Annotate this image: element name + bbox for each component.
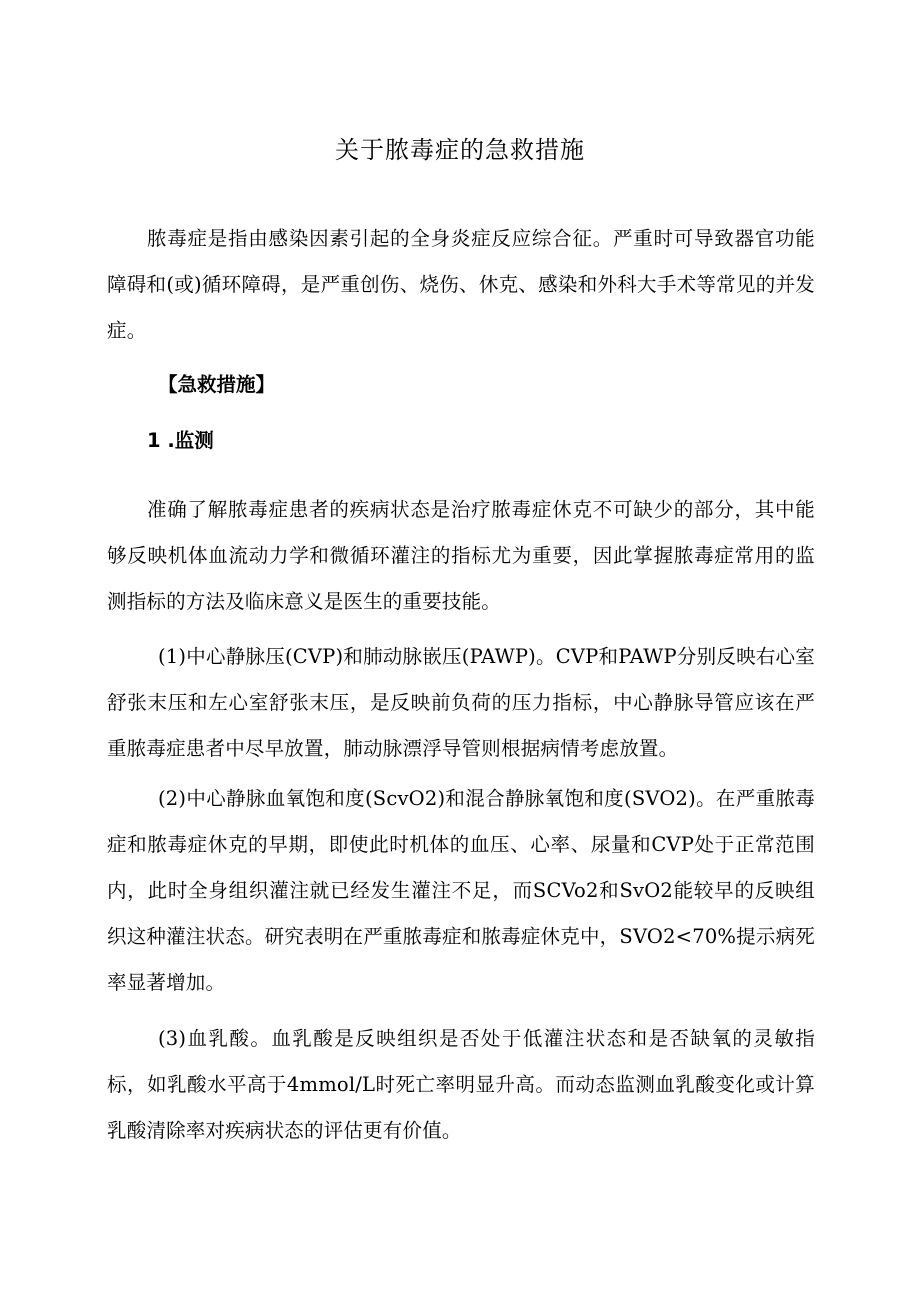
subsection-heading: 1 .监测 — [147, 429, 214, 452]
page-title: 关于脓毒症的急救措施 — [335, 136, 585, 164]
item-2-paragraph: (2)中心静脉血氧饱和度(ScvO2)和混合静脉氧饱和度(SVO2)。在严重脓毒症和脓毒症休克的早期，即使此时机体的血压、心率、尿量和CVP处于正常范围内，此时全身组织灌注就已经发生灌注不足，而SCVo2和SvO2能较早的反映组织这种灌注状态。研究表明在严重脓毒症和脓毒症休克中，SVO2<70%提示病死率显著增加。 — [107, 787, 815, 994]
intro-paragraph: 脓毒症是指由感染因素引起的全身炎症反应综合征。严重时可导致器官功能障碍和(或)循环障碍，是严重创伤、烧伤、休克、感染和外科大手术等常见的并发症。 — [107, 227, 815, 342]
item-1-paragraph: (1)中心静脉压(CVP)和肺动脉嵌压(PAWP)。CVP和PAWP分别反映右心室舒张末压和左心室舒张末压，是反映前负荷的压力指标，中心静脉导管应该在严重脓毒症患者中尽早放置，肺动脉漂浮导管则根据病情考虑放置。 — [107, 645, 815, 760]
section-heading: 【急救措施】 — [158, 373, 276, 396]
monitor-intro-paragraph: 准确了解脓毒症患者的疾病状态是治疗脓毒症休克不可缺少的部分，其中能够反映机体血流动力学和微循环灌注的指标尤为重要，因此掌握脓毒症常用的监测指标的方法及临床意义是医生的重要技能。 — [107, 498, 815, 613]
item-3-paragraph: (3)血乳酸。血乳酸是反映组织是否处于低灌注状态和是否缺氧的灵敏指标，如乳酸水平高于4mmol/L时死亡率明显升高。而动态监测血乳酸变化或计算乳酸清除率对疾病状态的评估更有价值。 — [107, 1027, 815, 1142]
